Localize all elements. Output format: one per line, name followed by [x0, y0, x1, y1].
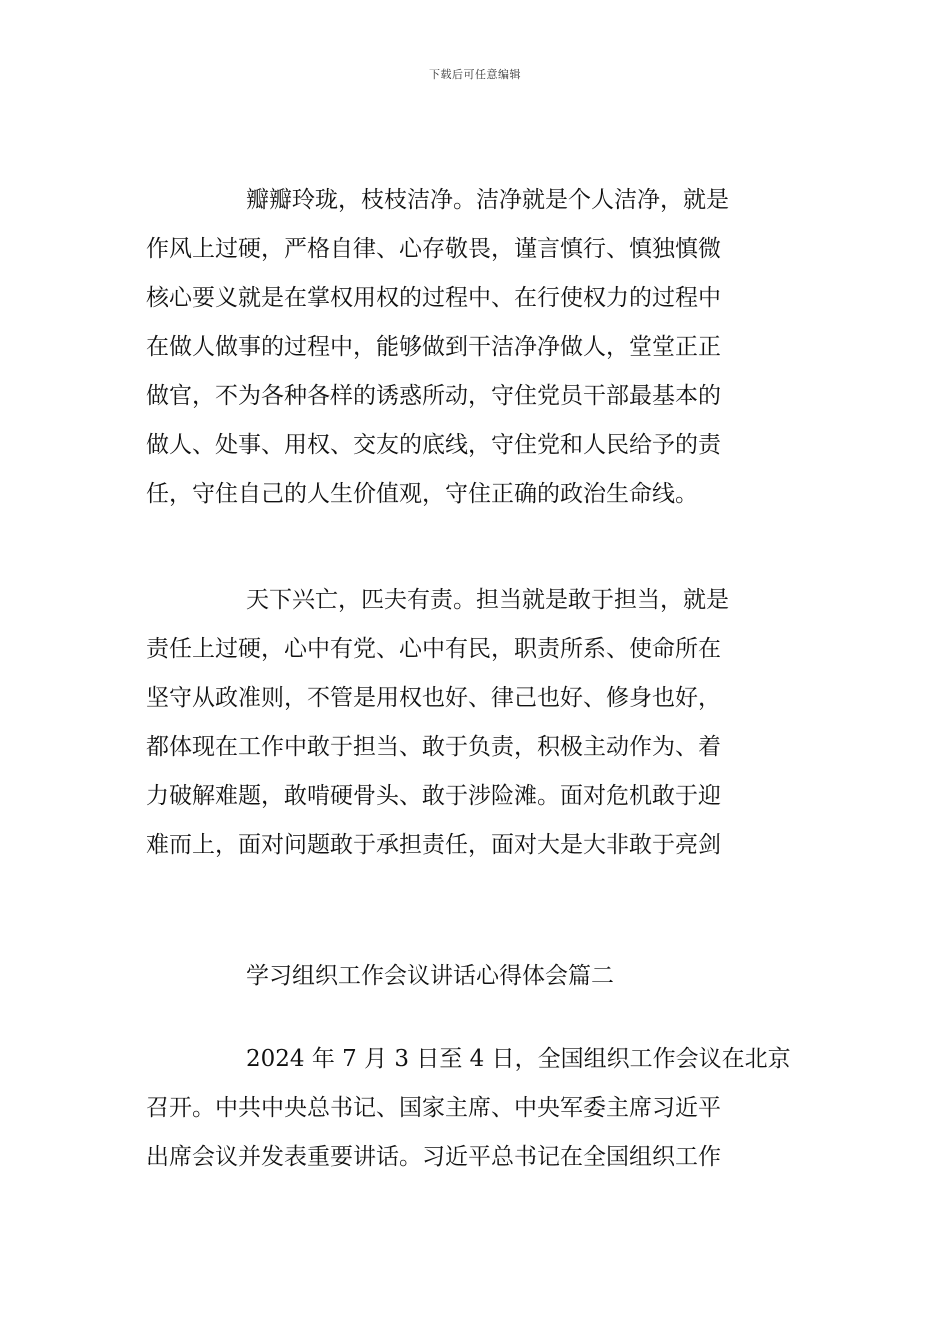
paragraph-conference: [146, 1035, 810, 1182]
paragraph-line: 出席会议并发表重要讲话。习近平总书记在全国组织工作: [146, 1144, 721, 1170]
paragraph-line: 天下兴亡，匹夫有责。担当就是敢于担当，就是: [246, 587, 729, 613]
paragraph-line: 作风上过硬，严格自律、心存敬畏，谨言慎行、慎独慎微: [146, 236, 721, 262]
paragraph-line: 力破解难题，敢啃硬骨头、敢于涉险滩。面对危机敢于迎: [146, 783, 721, 809]
section-spacer: [146, 870, 810, 952]
header-note: 下载后可任意编辑: [429, 68, 521, 81]
paragraph-spacer: [146, 519, 810, 576]
paragraph-line: 在做人做事的过程中，能够做到干洁净净做人，堂堂正正: [146, 334, 721, 360]
paragraph-line: 做人、处事、用权、交友的底线，守住党和人民给予的责: [146, 432, 721, 458]
paragraph-line: 难而上，面对问题敢于承担责任，面对大是大非敢于亮剑: [146, 832, 721, 858]
paragraph-line: 都体现在工作中敢于担当、敢于负责，积极主动作为、着: [146, 734, 721, 760]
document-body: [146, 176, 810, 1182]
paragraph-line: 核心要义就是在掌权用权的过程中、在行使权力的过程中: [146, 285, 721, 311]
paragraph-line: 坚守从政准则，不管是用权也好、律己也好、修身也好，: [146, 685, 721, 711]
section-title: 学习组织工作会议讲话心得体会篇二: [246, 963, 614, 989]
paragraph-line: 2024 年 7 月 3 日至 4 日，全国组织工作会议在北京: [246, 1046, 791, 1072]
paragraph-spacer: [146, 1001, 810, 1035]
paragraph-responsibility: [146, 576, 810, 870]
paragraph-line: 召开。中共中央总书记、国家主席、中央军委主席习近平: [146, 1095, 721, 1121]
paragraph-line: 做官，不为各种各样的诱惑所动，守住党员干部最基本的: [146, 383, 721, 409]
paragraph-line: 任，守住自己的人生价值观，守住正确的政治生命线。: [146, 481, 698, 507]
paragraph-line: 责任上过硬，心中有党、心中有民，职责所系、使命所在: [146, 636, 721, 662]
paragraph-line: 瓣瓣玲珑，枝枝洁净。洁净就是个人洁净，就是: [246, 187, 729, 213]
paragraph-cleanliness: [146, 176, 810, 519]
